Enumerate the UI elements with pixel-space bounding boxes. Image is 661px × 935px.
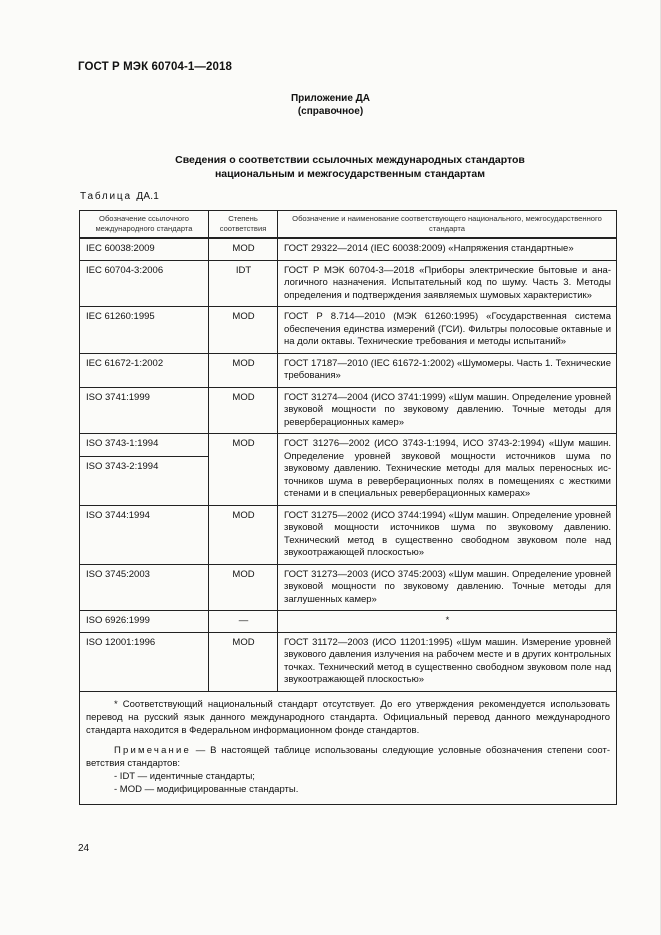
document-code: ГОСТ Р МЭК 60704-1—2018 <box>78 61 232 73</box>
table-caption <box>80 191 159 202</box>
appendix-subtitle: (справочное) <box>297 106 364 117</box>
cell-international: IEC 61672-1:2002 <box>80 353 209 387</box>
table-caption-word: Таблица <box>80 191 132 202</box>
section-title-line-1: Сведения о соответствии ссылочных международных стандартов <box>175 154 525 166</box>
note-item-mod: - MOD — модифицированные стандарты. <box>114 783 299 795</box>
cell-degree: MOD <box>209 505 278 564</box>
cell-degree: MOD <box>209 632 278 691</box>
cell-national: ГОСТ 29322—2014 (IEC 60038:2009) «Напряжения стандартные» <box>278 238 617 260</box>
table-footer-row <box>80 691 617 804</box>
table-footer <box>80 691 617 804</box>
cell-degree: MOD <box>209 387 278 434</box>
cell-international: ISO 3745:2003 <box>80 564 209 611</box>
cell-national: ГОСТ Р 8.714—2010 (МЭК 61260:1995) «Государственная система обеспечения единства измерений (ГСИ). Фильтры полосовые октавные и на доли октавы. Технические требования и методы испытаний» <box>278 307 617 354</box>
column-header-international: Обозначение ссылочного международного стандарта <box>80 211 209 239</box>
cell-national: * <box>278 611 617 633</box>
note-item-idt: - IDT — идентичные стандарты; <box>114 770 255 782</box>
note <box>86 744 610 770</box>
cell-international: ISO 6926:1999 <box>80 611 209 633</box>
cell-national: ГОСТ 31276—2002 (ИСО 3743-1:1994, ИСО 3743-2:1994) «Шум машин. Определение уровней звуковой мощности источников шума по звуковому давлению. Технические методы для малых переносных источников шума в реверберационных полях в помещениях с жесткими стенами и в специальных реверберационных камерах» <box>278 434 617 506</box>
table-row <box>80 387 617 434</box>
table-caption-number: ДА.1 <box>136 191 159 202</box>
cell-international: ISO 3743-2:1994 <box>80 457 209 506</box>
cell-national: ГОСТ 31273—2003 (ИСО 3745:2003) «Шум машин. Определение уровней звуковой мощности по звуковому давлению. Точные методы для заглушенных камер» <box>278 564 617 611</box>
section-title <box>0 153 661 181</box>
cell-degree: IDT <box>209 260 278 307</box>
table-row <box>80 238 617 260</box>
table-row <box>80 307 617 354</box>
cell-international: IEC 60704-3:2006 <box>80 260 209 307</box>
note-label: Примечание <box>114 744 191 756</box>
table-row <box>80 260 617 307</box>
cell-degree: MOD <box>209 434 278 506</box>
table-row <box>80 505 617 564</box>
cell-national: ГОСТ 31275—2002 (ИСО 3744:1994) «Шум машин. Определение уровней звуковой мощности источников шума по звуковому давлению. Технический метод в существенно свободном звуковом поле над звукоотражающей плоскостью» <box>278 505 617 564</box>
column-header-degree: Степень соответствия <box>209 211 278 239</box>
cell-degree: MOD <box>209 564 278 611</box>
cell-international: ISO 3743-1:1994 <box>80 434 209 457</box>
table-row <box>80 611 617 633</box>
cell-degree: — <box>209 611 278 633</box>
cell-degree: MOD <box>209 307 278 354</box>
note-text: — В настоящей таблице использованы следующие условные обозначения степени соответствия стандартов: <box>86 744 610 769</box>
cell-national: ГОСТ 17187—2010 (IEC 61672-1:2002) «Шумомеры. Часть 1. Технические требования» <box>278 353 617 387</box>
cell-national: ГОСТ Р МЭК 60704-3—2018 «Приборы электрические бытовые и аналогичного назначения. Испытательный код по шуму. Часть 3. Методы определения и подтверждения заявляемых шумовых характеристик» <box>278 260 617 307</box>
column-header-national: Обозначение и наименование соответствующего национального, межгосударственного стандарта <box>278 211 617 239</box>
table-row <box>80 632 617 691</box>
cell-degree: MOD <box>209 238 278 260</box>
table-row <box>80 564 617 611</box>
cell-international: IEC 61260:1995 <box>80 307 209 354</box>
table-header-row <box>80 211 617 239</box>
cell-degree: MOD <box>209 353 278 387</box>
cell-international: ISO 12001:1996 <box>80 632 209 691</box>
appendix-heading <box>0 92 661 118</box>
standards-table <box>79 210 617 805</box>
appendix-title: Приложение ДА <box>290 93 371 104</box>
page-number: 24 <box>78 843 90 854</box>
table-row <box>80 353 617 387</box>
table-row <box>80 434 617 457</box>
cell-international: ISO 3741:1999 <box>80 387 209 434</box>
footnote: * Соответствующий национальный стандарт отсутствует. До его утверждения рекомендуется использовать перевод на русский язык данного международного стандарта. Официальный перевод данного международного стандарта находится в Федеральном информационном фонде стандартов. <box>86 698 610 736</box>
cell-national: ГОСТ 31172—2003 (ИСО 11201:1995) «Шум машин. Измерение уровней звукового давления излучения на рабочем месте и в других контрольных точках. Технический метод в существенно свободном звуковом поле над звукоотражающей плоскостью» <box>278 632 617 691</box>
cell-international: ISO 3744:1994 <box>80 505 209 564</box>
cell-national: ГОСТ 31274—2004 (ИСО 3741:1999) «Шум машин. Определение уровней звуковой мощности по звуковому давлению. Точные методы для реверберационных камер» <box>278 387 617 434</box>
cell-international: IEC 60038:2009 <box>80 238 209 260</box>
section-title-line-2: национальным и межгосударственным стандартам <box>214 168 486 180</box>
